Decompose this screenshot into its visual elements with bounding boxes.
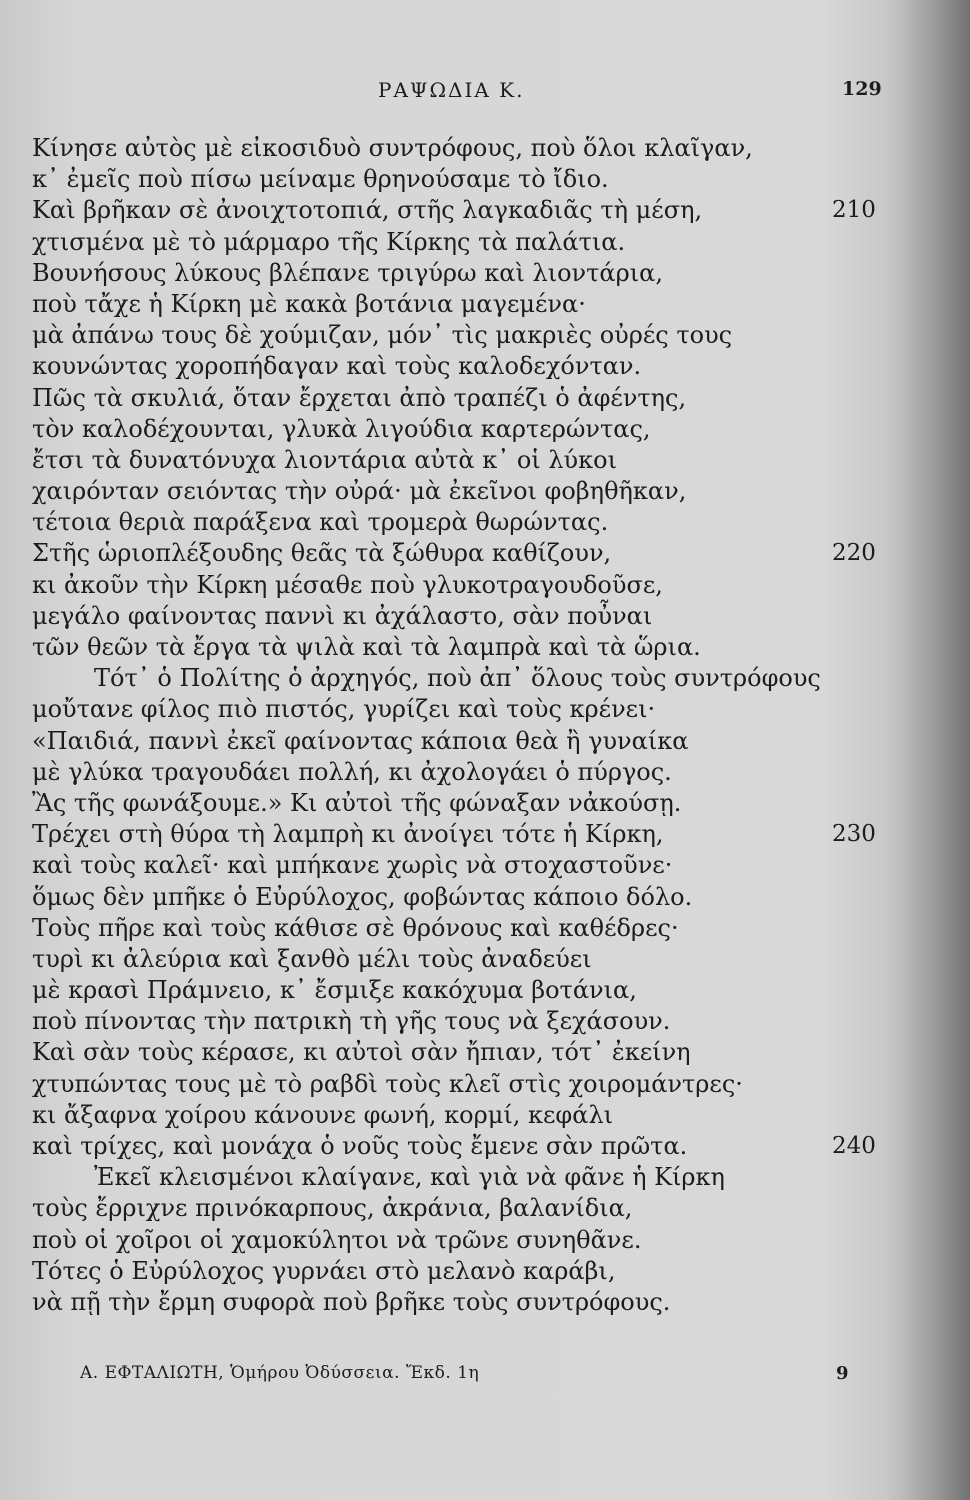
verse-line <box>32 445 882 476</box>
verse-line <box>32 507 882 538</box>
verse-line <box>32 289 882 320</box>
verse-text: μὲ κρασὶ Πράμνειο, κ᾽ ἔσμιξε κακόχυμα βοτάνια, <box>32 976 637 1005</box>
verse-text: ποὺ οἱ χοῖροι οἱ χαμοκύλητοι νὰ τρῶνε συνηθᾶνε. <box>32 1225 642 1254</box>
verse-line <box>32 1193 882 1224</box>
verse-text: μεγάλο φαίνοντας παννὶ κι ἀχάλαστο, σὰν ποὖναι <box>32 601 653 630</box>
line-number: 230 <box>832 821 876 848</box>
verse-text: Καὶ βρῆκαν σὲ ἀνοιχτοτοπιά, στῆς λαγκαδιᾶς τὴ μέση, <box>32 196 703 225</box>
verse-text: χαιρόνταν σειόντας τὴν οὐρά· μὰ ἐκεῖνοι φοβηθῆκαν, <box>32 477 687 506</box>
adjacent-page-edge <box>885 0 970 1500</box>
verse-line <box>32 195 882 226</box>
verse-text: χτισμένα μὲ τὸ μάρμαρο τῆς Κίρκης τὰ παλάτια. <box>32 227 626 256</box>
verse-text: κουνώντας χοροπήδαγαν καὶ τοὺς καλοδεχόνταν. <box>32 352 642 381</box>
verse-text: Τότ᾽ ὁ Πολίτης ὁ ἀρχηγός, ποὺ ἀπ᾽ ὅλους τοὺς συντρόφους <box>94 664 821 693</box>
verse-line <box>32 414 882 445</box>
verse-line <box>32 1256 882 1287</box>
verse-text: καὶ τοὺς καλεῖ· καὶ μπήκανε χωρὶς νὰ στοχαστοῦνε· <box>32 851 673 880</box>
verse-text: κ᾽ ἐμεῖς ποὺ πίσω μείναμε θρηνούσαμε τὸ ἴδιο. <box>32 165 609 194</box>
verse-text: τυρὶ κι ἀλεύρια καὶ ξανθὸ μέλι τοὺς ἀναδεύει <box>32 944 592 973</box>
verse-text: Καὶ σὰν τοὺς κέρασε, κι αὐτοὶ σὰν ἤπιαν, τότ᾽ ἐκείνη <box>32 1038 691 1067</box>
verse-line <box>32 601 882 632</box>
line-number: 210 <box>832 197 876 224</box>
verse-text: κι ἄξαφνα χοίρου κάνουνε φωνή, κορμί, κεφάλι <box>32 1100 614 1129</box>
verse-text: ἔτσι τὰ δυνατόνυχα λιοντάρια αὐτὰ κ᾽ οἱ λύκοι <box>32 445 617 474</box>
verse-text: Κίνησε αὐτὸς μὲ εἰκοσιδυὸ συντρόφους, ποὺ ὅλοι κλαῖγαν, <box>32 134 753 162</box>
verse-line <box>32 975 882 1006</box>
verse-text: Στῆς ὡριοπλέξουδης θεᾶς τὰ ξώθυρα καθίζουν, <box>32 539 612 568</box>
verse-text: τέτοια θεριὰ παράξενα καὶ τρομερὰ θωρώντας. <box>32 508 609 537</box>
line-number: 220 <box>832 540 876 567</box>
verse-line <box>32 1006 882 1037</box>
verse-line <box>32 819 882 850</box>
verse-line <box>32 227 882 258</box>
verse-text: Τοὺς πῆρε καὶ τοὺς κάθισε σὲ θρόνους καὶ καθέδρες· <box>32 913 679 942</box>
verse-line <box>32 1287 882 1318</box>
verse-text: Βουνήσους λύκους βλέπανε τριγύρω καὶ λιοντάρια, <box>32 258 663 287</box>
running-head <box>0 78 970 102</box>
signature-mark: 9 <box>836 1363 849 1384</box>
verse-line <box>32 320 882 351</box>
verse-text: Τρέχει στὴ θύρα τὴ λαμπρὴ κι ἀνοίγει τότε ἡ Κίρκη, <box>32 820 664 849</box>
verse-text: κι ἀκοῦν τὴν Κίρκη μέσαθε ποὺ γλυκοτραγουδοῦσε, <box>32 570 663 599</box>
verse-text: «Παιδιά, παννὶ ἐκεῖ φαίνοντας κάποια θεὰ ἢ γυναίκα <box>32 726 689 755</box>
verse-line <box>32 383 882 414</box>
verse-text: μοὔτανε φίλος πιὸ πιστός, γυρίζει καὶ τοὺς κρένει· <box>32 695 656 724</box>
verse-text: μὲ γλύκα τραγουδάει πολλή, κι ἀχολογάει ὁ πύργος. <box>32 757 672 786</box>
verse-text: χτυπώντας τους μὲ τὸ ραβδὶ τοὺς κλεῖ στὶς χοιρομάντρες· <box>32 1069 743 1098</box>
verse-line <box>32 757 882 788</box>
verse-line <box>32 788 882 819</box>
footer-citation: Α. ΕΦΤΑΛΙΩΤΗ, Ὁμήρου Ὀδύσσεια. Ἔκδ. 1η <box>80 1363 480 1383</box>
running-title: ΡΑΨΩΔΙΑ Κ. <box>378 78 525 102</box>
verse-line <box>32 1131 882 1162</box>
verse-line <box>32 1037 882 1068</box>
verse-line <box>32 476 882 507</box>
verse-line <box>32 882 882 913</box>
verse-line <box>32 850 882 881</box>
verse-line <box>32 944 882 975</box>
verse-text: Τότες ὁ Εὐρύλοχος γυρνάει στὸ μελανὸ καράβι, <box>32 1256 616 1285</box>
verse-text: ποὺ πίνοντας τὴν πατρικὴ τὴ γῆς τους νὰ ξεχάσουν. <box>32 1007 671 1036</box>
verse-line <box>32 351 882 382</box>
verse-line <box>32 1100 882 1131</box>
verse-line <box>32 726 882 757</box>
verse-line <box>32 694 882 725</box>
verse-line <box>32 570 882 601</box>
verse-text: νὰ πῇ τὴν ἔρμη συφορὰ ποὺ βρῆκε τοὺς συντρόφους. <box>32 1287 671 1316</box>
verse-line <box>32 632 882 663</box>
verse-line <box>32 1225 882 1256</box>
verse-text: ὅμως δὲν μπῆκε ὁ Εὐρύλοχος, φοβώντας κάποιο δόλο. <box>32 882 693 911</box>
verse-text: τῶν θεῶν τὰ ἔργα τὰ ψιλὰ καὶ τὰ λαμπρὰ καὶ τὰ ὥρια. <box>32 633 701 661</box>
verse-text: τὸν καλοδέχουνται, γλυκὰ λιγούδια καρτερώντας, <box>32 414 651 443</box>
verse-block <box>32 133 882 1318</box>
page-number: 129 <box>842 78 882 100</box>
verse-text: μὰ ἀπάνω τους δὲ χούμιζαν, μόν᾽ τὶς μακριὲς οὐρές τους <box>32 321 733 350</box>
verse-text: Ἐκεῖ κλεισμένοι κλαίγανε, καὶ γιὰ νὰ φᾶνε ἡ Κίρκη <box>94 1163 725 1192</box>
verse-line <box>32 538 882 569</box>
verse-line <box>32 913 882 944</box>
page-footer <box>0 1363 970 1389</box>
verse-line <box>32 1162 882 1193</box>
verse-line <box>32 1069 882 1100</box>
verse-text: Ἂς τῆς φωνάξουμε.» Κι αὐτοὶ τῆς φώναξαν νἀκούσῃ. <box>32 788 682 817</box>
verse-text: καὶ τρίχες, καὶ μονάχα ὁ νοῦς τοὺς ἔμενε σὰν πρῶτα. <box>32 1132 688 1160</box>
verse-text: ποὺ τἄχε ἡ Κίρκη μὲ κακὰ βοτάνια μαγεμένα· <box>32 289 586 318</box>
verse-line <box>32 663 882 694</box>
verse-text: τοὺς ἔρριχνε πρινόκαρπους, ἀκράνια, βαλανίδια, <box>32 1194 633 1223</box>
verse-text: Πῶς τὰ σκυλιά, ὅταν ἔρχεται ἀπὸ τραπέζι ὁ ἀφέντης, <box>32 383 687 412</box>
verse-line <box>32 133 882 164</box>
line-number: 240 <box>832 1133 876 1159</box>
verse-line <box>32 258 882 289</box>
verse-line <box>32 164 882 195</box>
